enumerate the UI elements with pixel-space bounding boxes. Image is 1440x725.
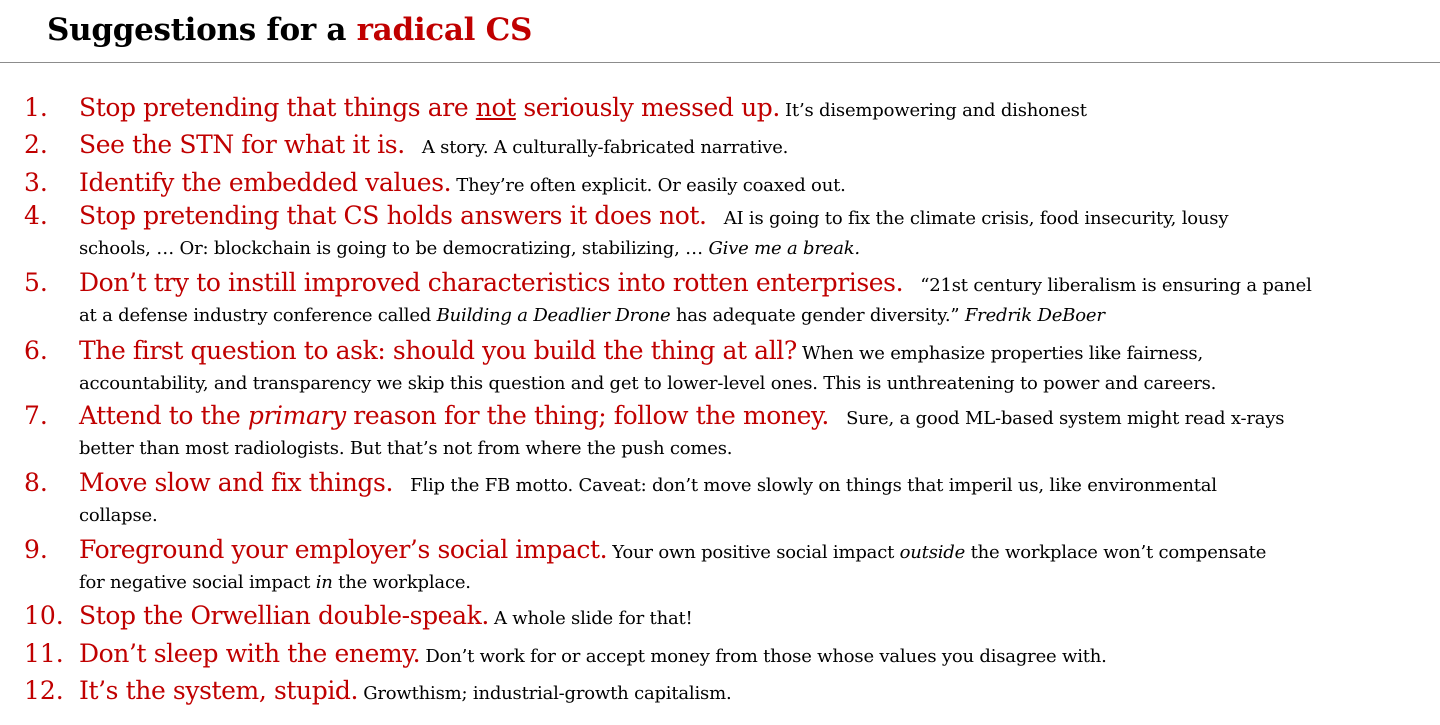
item-heading: Stop pretending that things are not seriously messed up.: [79, 93, 780, 122]
item-number: 8.: [24, 468, 48, 497]
slide-title: [47, 12, 532, 48]
emphasis-italic: primary: [247, 401, 346, 430]
item-description: Flip the FB motto. Caveat: don’t move slowly on things that imperil us, like environmental: [410, 475, 1217, 496]
item-number: 12.: [24, 676, 64, 705]
item-description: Don’t work for or accept money from those whose values you disagree with.: [425, 646, 1107, 667]
item-description: AI is going to fix the climate crisis, food insecurity, lousy: [723, 208, 1229, 229]
item-heading: Foreground your employer’s social impact.: [79, 535, 608, 564]
item-heading: The first question to ask: should you build the thing at all?: [79, 336, 797, 365]
title-divider: [0, 62, 1440, 63]
item-continuation: collapse.: [79, 505, 158, 526]
item-description: “21st century liberalism is ensuring a panel: [920, 275, 1312, 296]
title-prefix: Suggestions for a: [47, 12, 357, 48]
item-number: 1.: [24, 93, 48, 122]
item-heading: Move slow and fix things.: [79, 468, 394, 497]
item-description: Growthism; industrial-growth capitalism.: [363, 683, 732, 704]
item-heading: Attend to the primary reason for the thing; follow the money.: [79, 401, 829, 430]
item-number: 6.: [24, 336, 48, 365]
item-continuation: at a defense industry conference called Building a Deadlier Drone has adequate gender diversity.” Fredrik DeBoer: [79, 305, 1105, 326]
item-description: They’re often explicit. Or easily coaxed out.: [456, 175, 846, 196]
item-number: 2.: [24, 130, 48, 159]
item-description: A whole slide for that!: [493, 608, 693, 629]
item-number: 5.: [24, 268, 48, 297]
item-heading: Stop pretending that CS holds answers it does not.: [79, 201, 707, 230]
item-continuation: better than most radiologists. But that’s not from where the push comes.: [79, 438, 733, 459]
item-continuation: for negative social impact in the workplace.: [79, 572, 471, 593]
item-description: It’s disempowering and dishonest: [785, 100, 1087, 121]
title-accent: radical CS: [356, 12, 533, 48]
item-number: 11.: [24, 639, 64, 668]
item-continuation: accountability, and transparency we skip this question and get to lower-level ones. This is unthreatening to power and careers.: [79, 373, 1217, 394]
emphasis-underline: not: [475, 93, 516, 122]
item-continuation: schools, … Or: blockchain is going to be democratizing, stabilizing, … Give me a break.: [79, 238, 860, 259]
item-heading: Don’t sleep with the enemy.: [79, 639, 421, 668]
item-description: Sure, a good ML-based system might read x-rays: [846, 408, 1285, 429]
item-description: A story. A culturally-fabricated narrative.: [421, 137, 789, 158]
item-number: 10.: [24, 601, 64, 630]
item-number: 3.: [24, 168, 48, 197]
item-number: 9.: [24, 535, 48, 564]
item-heading: Identify the embedded values.: [79, 168, 452, 197]
item-heading: Don’t try to instill improved characteristics into rotten enterprises.: [79, 268, 904, 297]
item-heading: Stop the Orwellian double-speak.: [79, 601, 489, 630]
item-number: 4.: [24, 201, 48, 230]
item-heading: See the STN for what it is.: [79, 130, 405, 159]
item-description: When we emphasize properties like fairness,: [801, 343, 1203, 364]
item-description: Your own positive social impact outside the workplace won’t compensate: [612, 542, 1267, 563]
item-number: 7.: [24, 401, 48, 430]
item-heading: It’s the system, stupid.: [79, 676, 359, 705]
